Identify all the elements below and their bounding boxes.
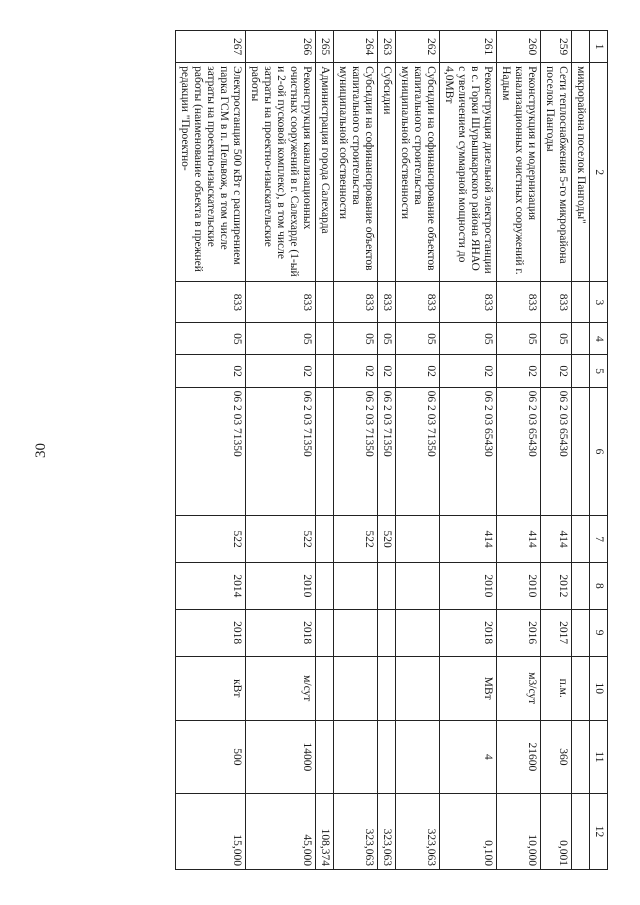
cell-amount: 323,063 (378, 793, 396, 869)
cell-power (316, 720, 334, 793)
cell-end: 2016 (497, 609, 541, 656)
cell-n: 267 (176, 31, 246, 63)
budget-table (175, 30, 608, 870)
cell-pr: 02 (541, 355, 572, 387)
page-number: 30 (33, 443, 49, 458)
cell-name: Реконструкция и модернизация канализационных очистных сооружений г. Надым (497, 63, 541, 282)
continuation-text: микрорайона поселок Пангоды" (572, 63, 590, 282)
table-row (440, 31, 497, 870)
cell-unit: м3/сут (497, 656, 541, 720)
cell-grbs: 833 (246, 282, 316, 323)
cell-csr: 06 2 03 71350 (334, 387, 378, 516)
cell-unit: МВт (440, 656, 497, 720)
cell-grbs (316, 282, 334, 323)
cell-rz: 05 (378, 323, 396, 355)
cell-vr: 522 (334, 516, 378, 563)
cell-pr: 02 (378, 355, 396, 387)
col-header: 9 (590, 609, 608, 656)
col-header: 11 (590, 720, 608, 793)
cell-name: Субсидии на софинансирование объектов капитального строительства муниципальной собственности (396, 63, 440, 282)
cell-n: 262 (396, 31, 440, 63)
cell-rz: 05 (497, 323, 541, 355)
cell-unit (396, 656, 440, 720)
cell-grbs: 833 (396, 282, 440, 323)
table-row (497, 31, 541, 870)
cell-name: Реконструкция дизельной электростанции в с. Горки Шурышкарского района ЯНАО с увеличением суммарной мощности до 4,0МВт (440, 63, 497, 282)
cell-rz: 05 (246, 323, 316, 355)
cell-amount: 45,000 (246, 793, 316, 869)
cell-grbs: 833 (176, 282, 246, 323)
cell-amount: 108,374 (316, 793, 334, 869)
cell-vr: 414 (440, 516, 497, 563)
col-header: 4 (590, 323, 608, 355)
cell-grbs: 833 (378, 282, 396, 323)
col-header: 3 (590, 282, 608, 323)
col-header: 10 (590, 656, 608, 720)
col-header: 1 (590, 31, 608, 63)
cell-grbs: 833 (497, 282, 541, 323)
cell-power: 4 (440, 720, 497, 793)
cell-end: 2018 (176, 609, 246, 656)
cell-end (396, 609, 440, 656)
cell-vr (316, 516, 334, 563)
cell-amount: 0,001 (541, 793, 572, 869)
cell-name: Сети теплоснабжения 5-го микрорайона поселок Пангоды (541, 63, 572, 282)
col-header: 12 (590, 793, 608, 869)
col-header: 6 (590, 387, 608, 516)
cell-vr: 520 (378, 516, 396, 563)
cell-vr: 522 (246, 516, 316, 563)
table-row (334, 31, 378, 870)
cell-name: Электростанция 500 кВт с расширением парка ГСМ в п. Пельвож, в том числе затраты на проектно-изыскательские работы (наименование объекта в прежней редакции "Проектно- (176, 63, 246, 282)
table-row (541, 31, 572, 870)
cell-unit (316, 656, 334, 720)
cell-start: 2012 (541, 563, 572, 610)
cell-csr (316, 387, 334, 516)
cell-start (396, 563, 440, 610)
col-header: 2 (590, 63, 608, 282)
cell-vr: 522 (176, 516, 246, 563)
cell-csr: 06 2 03 71350 (378, 387, 396, 516)
cell-name: Субсидии на софинансирование объектов капитального строительства муниципальной собственности (334, 63, 378, 282)
rotated-table-sheet (64, 30, 608, 870)
cell-pr: 02 (440, 355, 497, 387)
cell-rz: 05 (176, 323, 246, 355)
cell-n: 265 (316, 31, 334, 63)
cell-csr: 06 2 03 65430 (497, 387, 541, 516)
continuation-row (572, 31, 590, 870)
cell-start (378, 563, 396, 610)
cell-vr: 414 (541, 516, 572, 563)
cell-pr: 02 (176, 355, 246, 387)
cell-amount: 323,063 (334, 793, 378, 869)
cell-start (316, 563, 334, 610)
cell-n: 259 (541, 31, 572, 63)
cell-csr: 06 2 03 71350 (396, 387, 440, 516)
cell-power: 14000 (246, 720, 316, 793)
cell-rz (316, 323, 334, 355)
col-header: 8 (590, 563, 608, 610)
cell-start: 2014 (176, 563, 246, 610)
cell-end: 2018 (440, 609, 497, 656)
cell-csr: 06 2 03 65430 (541, 387, 572, 516)
cell-amount: 10,000 (497, 793, 541, 869)
table-row (176, 31, 246, 870)
table-row (316, 31, 334, 870)
cell-start (334, 563, 378, 610)
cell-amount: 0,100 (440, 793, 497, 869)
cell-unit (334, 656, 378, 720)
cell-end (378, 609, 396, 656)
cell-unit: м/сут (246, 656, 316, 720)
column-number-row (590, 31, 608, 870)
table-row (396, 31, 440, 870)
cell-power (396, 720, 440, 793)
cell-amount: 323,063 (396, 793, 440, 869)
cell-unit: кВт (176, 656, 246, 720)
cell-rz: 05 (396, 323, 440, 355)
cell-name: Реконструкция канализационных очистных сооружений в г. Салехарде (1-ый и 2-ой пусковой комплекс), в том числе затраты на проектно-изыскательские работы (246, 63, 316, 282)
cell-pr: 02 (497, 355, 541, 387)
cell-start: 2010 (246, 563, 316, 610)
cell-power: 500 (176, 720, 246, 793)
cell-end: 2018 (246, 609, 316, 656)
cell-n: 263 (378, 31, 396, 63)
cell-power (334, 720, 378, 793)
cell-n: 261 (440, 31, 497, 63)
cell-power (378, 720, 396, 793)
table-row (246, 31, 316, 870)
cell-csr: 06 2 03 65430 (440, 387, 497, 516)
cell-csr: 06 2 03 71350 (246, 387, 316, 516)
cell-n: 266 (246, 31, 316, 63)
cell-vr (396, 516, 440, 563)
cell-csr: 06 2 03 71350 (176, 387, 246, 516)
cell-n: 260 (497, 31, 541, 63)
cell-pr: 02 (246, 355, 316, 387)
cell-rz: 05 (334, 323, 378, 355)
col-header: 5 (590, 355, 608, 387)
cell-power: 360 (541, 720, 572, 793)
cell-end (316, 609, 334, 656)
table-row (378, 31, 396, 870)
cell-unit (378, 656, 396, 720)
cell-vr: 414 (497, 516, 541, 563)
cell-power: 21600 (497, 720, 541, 793)
cell-grbs: 833 (541, 282, 572, 323)
cell-amount: 15,000 (176, 793, 246, 869)
col-header: 7 (590, 516, 608, 563)
cell-pr (316, 355, 334, 387)
cell-rz: 05 (541, 323, 572, 355)
cell-rz: 05 (440, 323, 497, 355)
cell-start: 2010 (440, 563, 497, 610)
cell-pr: 02 (396, 355, 440, 387)
cell-n: 264 (334, 31, 378, 63)
cell-end: 2017 (541, 609, 572, 656)
cell-name: Администрация города Салехарда (316, 63, 334, 282)
cell-start: 2010 (497, 563, 541, 610)
cell-unit: п.м. (541, 656, 572, 720)
cell-end (334, 609, 378, 656)
cell-pr: 02 (334, 355, 378, 387)
cell-grbs: 833 (334, 282, 378, 323)
cell-name: Субсидии (378, 63, 396, 282)
cell-grbs: 833 (440, 282, 497, 323)
